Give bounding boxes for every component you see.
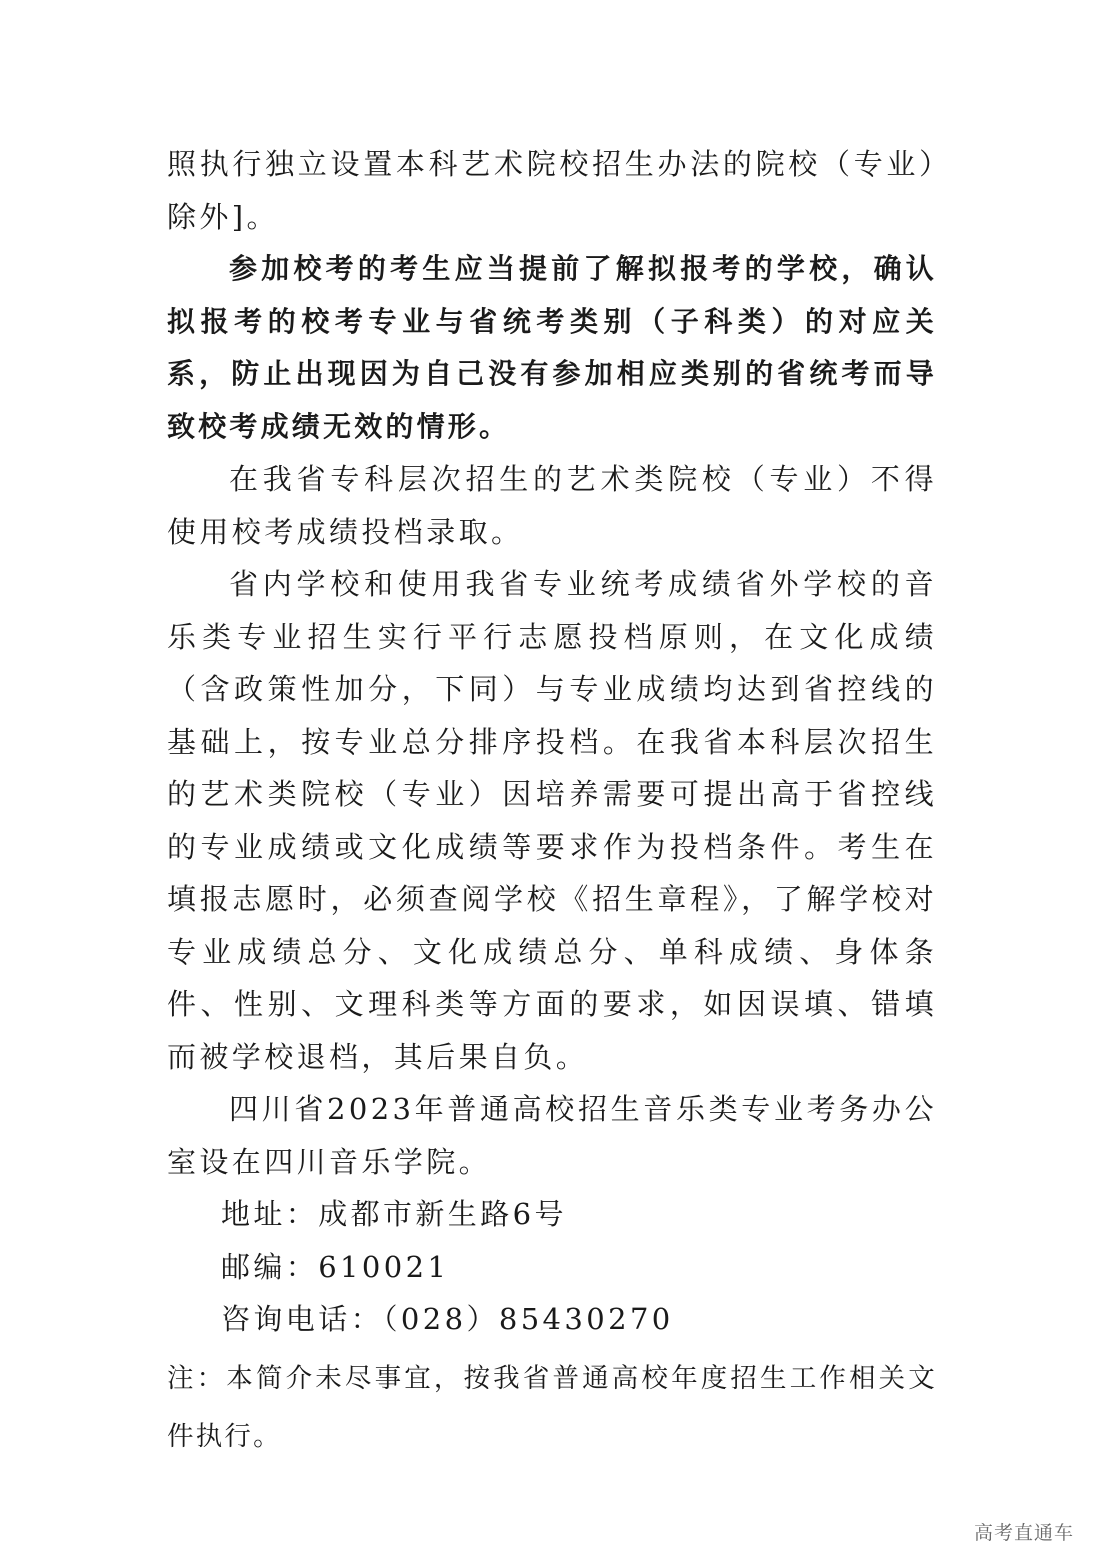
paragraph-admission-rules: 省内学校和使用我省专业统考成绩省外学校的音乐类专业招生实行平行志愿投档原则，在文化成绩（含政策性加分，下同）与专业成绩均达到省控线的基础上，按专业总分排序投档。在我省本科层次招生的艺术类院校（专业）因培养需要可提出高于省控线的专业成绩或文化成绩等要求作为投档条件。考生在填报志愿时，必须查阅学校《招生章程》，了解学校对专业成绩总分、文化成绩总分、单科成绩、身体条件、性别、文理科类等方面的要求，如因误填、错填而被学校退档，其后果自负。 — [167, 567, 937, 1074]
paragraph-continuation: 照执行独立设置本科艺术院校招生办法的院校（专业）除外]。 — [167, 147, 937, 234]
contact-postcode: 邮编：610021 — [221, 1249, 450, 1284]
footnote: 注：本简介未尽事宜，按我省普通高校年度招生工作相关文件执行。 — [167, 1362, 937, 1452]
contact-phone: 咨询电话：（028）85430270 — [221, 1302, 674, 1336]
watermark: 高考直通车 — [973, 1522, 1074, 1544]
paragraph-bold-warning: 参加校考的考生应当提前了解拟报考的学校，确认拟报考的校考专业与省统考类别（子科类）的对应关系，防止出现因为自己没有参加相应类别的省统考而导致校考成绩无效的情形。 — [167, 252, 937, 443]
document-page — [167, 138, 937, 1466]
paragraph-exam-office: 四川省2023年普通高校招生音乐类专业考务办公室设在四川音乐学院。 — [167, 1092, 937, 1179]
paragraph-junior-college: 在我省专科层次招生的艺术类院校（专业）不得使用校考成绩投档录取。 — [167, 462, 937, 549]
contact-address: 地址：成都市新生路6号 — [221, 1197, 567, 1231]
